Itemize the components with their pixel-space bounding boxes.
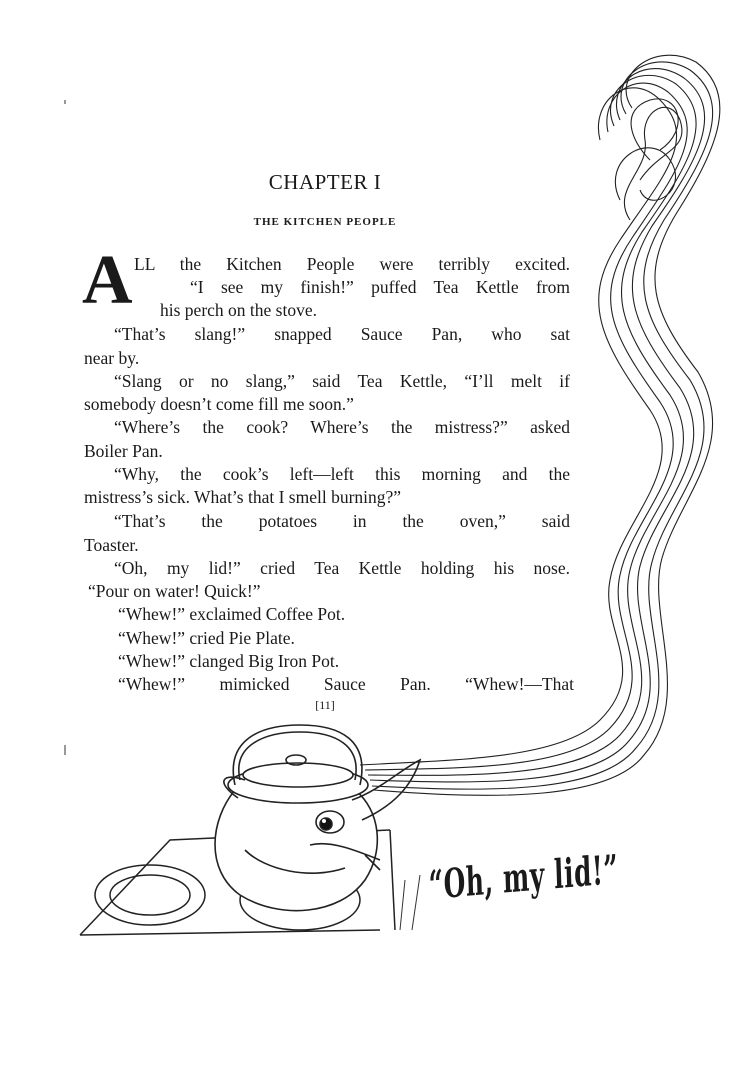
drop-cap: A (82, 242, 133, 319)
text-line: “Whew!” mimicked Sauce Pan. “Whew!—That (118, 674, 574, 694)
text-line: “Pour on water! Quick!” (88, 581, 261, 601)
text-line: near by. (84, 348, 140, 368)
page-number: [11] (315, 698, 335, 712)
text-line: “Whew!” clanged Big Iron Pot. (118, 651, 340, 671)
text-line: “Why, the cook’s left—left this morning and the (114, 464, 570, 484)
chapter-title: CHAPTER I (268, 170, 382, 194)
text-line: “Whew!” cried Pie Plate. (118, 628, 295, 648)
text-line: Toaster. (84, 535, 139, 555)
text-line: his perch on the stove. (160, 300, 317, 320)
text-line: LL the Kitchen People were terribly excited. (134, 254, 570, 274)
text-line: “That’s the potatoes in the oven,” said (114, 511, 570, 531)
text-line: “Oh, my lid!” cried Tea Kettle holding his nose. (114, 558, 570, 578)
kettle-body (215, 725, 420, 911)
text-line: “I see my finish!” puffed Tea Kettle from (190, 277, 570, 297)
text-line: “That’s slang!” snapped Sauce Pan, who sat (114, 324, 570, 344)
text-line: “Slang or no slang,” said Tea Kettle, “I’ll melt if (114, 371, 570, 391)
chapter-subtitle: THE KITCHEN PEOPLE (253, 216, 397, 228)
illustration-caption: “Oh, my lid!” (428, 845, 620, 909)
text-line: “Where’s the cook? Where’s the mistress?” asked (114, 417, 570, 437)
text-line: somebody doesn’t come fill me soon.” (84, 394, 354, 414)
text-line: Boiler Pan. (84, 441, 163, 461)
text-line: mistress’s sick. What’s that I smell burning?” (84, 487, 402, 507)
text-line: “Whew!” exclaimed Coffee Pot. (118, 604, 346, 624)
